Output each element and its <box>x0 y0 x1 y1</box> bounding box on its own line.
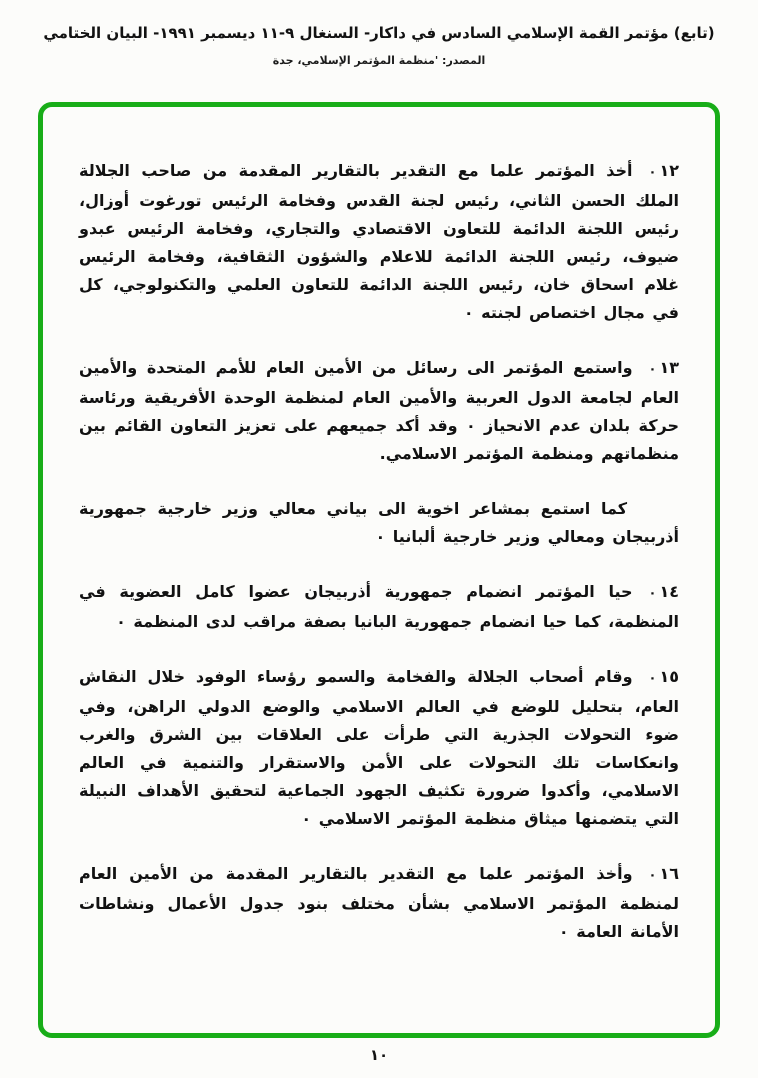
paragraph-list <box>43 107 715 989</box>
paragraph-number: ١٣ <box>659 358 679 377</box>
paragraph-number: ١٥ <box>659 667 679 686</box>
paragraph-number-dot: ٠ <box>648 671 657 686</box>
paragraph-text: واستمع المؤتمر الى رسائل من الأمين العام للأمم المتحدة والأمين العام لجامعة الدول العربية والأمين العام لمنظمة الوحدة الأفريقية ورئاسة حركة بلدان عدم الانحياز ٠ وقد أكد جميعهم على تعزيز التعاون القائم بين منظماتهم ومنظمة المؤتمر الاسلامي. <box>79 358 679 463</box>
paragraph <box>79 663 679 833</box>
document-source: المصدر: 'منظمة المؤتمر الإسلامي، جدة <box>272 54 486 67</box>
paragraph-number: ١٢ <box>659 161 679 180</box>
paragraph <box>79 495 679 551</box>
content-border-box <box>38 102 720 1038</box>
paragraph-number: ١٦ <box>659 864 679 883</box>
paragraph <box>79 860 679 946</box>
paragraph-number-dot: ٠ <box>648 165 657 180</box>
page-number: ١٠ <box>369 1046 389 1064</box>
paragraph <box>79 578 679 636</box>
paragraph-text: كما استمع بمشاعر اخوية الى بياني معالي وزير خارجية جمهورية أذربيجان ومعالي وزير خارجية ألبانيا ٠ <box>79 499 679 546</box>
paragraph-text: وقام أصحاب الجلالة والفخامة والسمو رؤساء الوفود خلال النقاش العام، بتحليل للوضع في العالم الاسلامي والوضع الدولي الراهن، وفي ضوء التحولات الجذرية التي طرأت على العلاقات بين الشرق والغرب وانعكاسات تلك التحولات على الأمن والاستقرار والتنمية في العالم الاسلامي، وأكدوا ضرورة تكثيف الجهود الجماعية لتحقيق الأهداف النبيلة التي يتضمنها ميثاق منظمة المؤتمر الاسلامي ٠ <box>79 667 679 828</box>
paragraph-number-dot: ٠ <box>648 362 657 377</box>
paragraph <box>79 354 679 468</box>
paragraph-text: حيا المؤتمر انضمام جمهورية أذربيجان عضوا كامل العضوية في المنظمة، كما حيا انضمام جمهورية البانيا بصفة مراقب لدى المنظمة ٠ <box>79 582 679 631</box>
document-header <box>0 0 758 67</box>
paragraph-text: وأخذ المؤتمر علما مع التقدير بالتقارير المقدمة من الأمين العام لمنظمة المؤتمر الاسلامي بشأن مختلف بنود جدول الأعمال ونشاطات الأمانة العامة ٠ <box>79 864 679 941</box>
paragraph <box>79 157 679 327</box>
paragraph-number-dot: ٠ <box>648 586 657 601</box>
paragraph-number-dot: ٠ <box>648 868 657 883</box>
paragraph-number: ١٤ <box>659 582 679 601</box>
document-title: (تابع) مؤتمر القمة الإسلامي السادس في داكار- السنغال ٩-١١ ديسمبر ١٩٩١- البيان الختامي <box>43 24 715 42</box>
paragraph-text: أخذ المؤتمر علما مع التقدير بالتقارير المقدمة من صاحب الجلالة الملك الحسن الثاني، رئيس لجنة القدس وفخامة الرئيس تورغوت أوزال، رئيس اللجنة الدائمة للتعاون الاقتصادي والتجاري، وفخامة الرئيس عبدو ضيوف، رئيس اللجنة الدائمة للاعلام والشؤون الثقافية، وفخامة الرئيس غلام اسحاق خان، رئيس اللجنة الدائمة للتعاون العلمي والتكنولوجي، كل في مجال اختصاص لجنته ٠ <box>79 161 679 322</box>
